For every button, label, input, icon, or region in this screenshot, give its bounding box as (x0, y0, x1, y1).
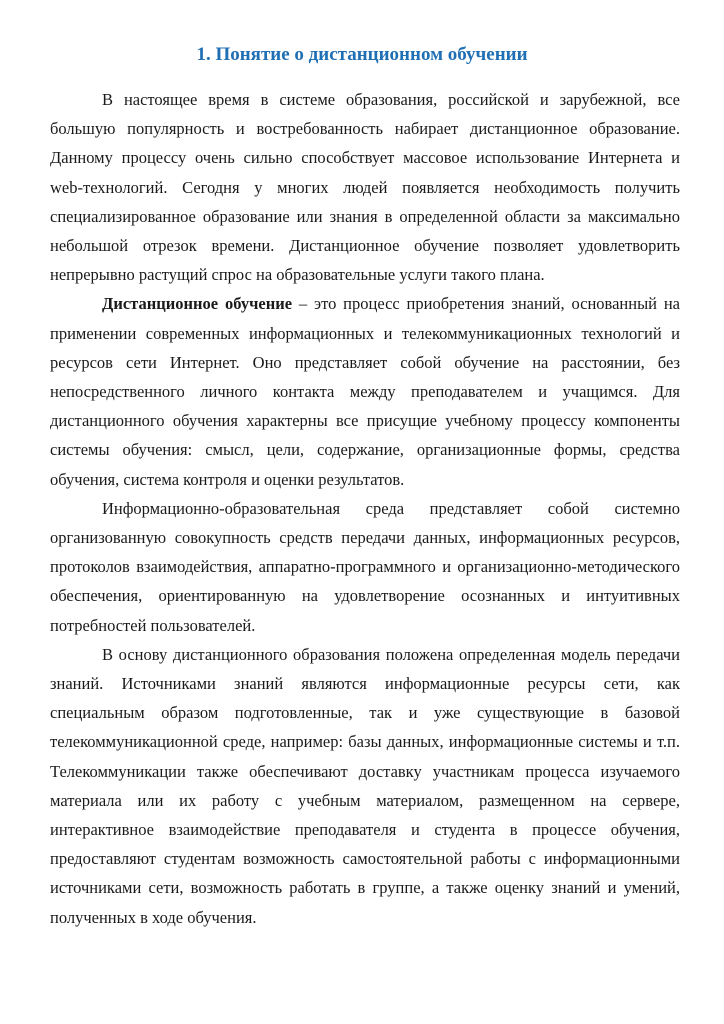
paragraph-text: В настоящее время в системе образования, российской и зарубежной, все большую популярность и востребованность набирает дистанционное образование. Данному процессу очень сильно способствует массовое использование Интернета и web-технологий. Сегодня у многих людей появляется необходимость получить специализированное образование или знания в определенной области за максимально небольшой отрезок времени. Дистанционное обучение позволяет удовлетворить непрерывно растущий спрос на образовательные услуги такого плана. (50, 90, 680, 285)
paragraph-text: – это процесс приобретения знаний, основанный на применении современных информационных и телекоммуникационных технологий и ресурсов сети Интернет. Оно представляет собой обучение на расстоянии, без непосредственного личного контакта между преподавателем и учащимся. Для дистанционного обучения характерны все присущие учебному процессу компоненты системы обучения: смысл, цели, содержание, организационные формы, средства обучения, система контроля и оценки результатов. (50, 294, 681, 489)
paragraph-3 (50, 494, 680, 640)
paragraph-1 (50, 85, 680, 289)
term-highlight: Дистанционное обучение (102, 294, 293, 314)
paragraph-2 (50, 289, 680, 493)
paragraph-text: В основу дистанционного образования положена определенная модель передачи знаний. Источниками знаний являются информационные ресурсы сети, как специальным образом подготовленные, так и уже существующие в базовой телекоммуникационной среде, например: базы данных, информационные системы и т.п. Телекоммуникации также обеспечивают доставку участникам процесса изучаемого материала или их работу с учебным материалом, размещенном на сервере, интерактивное взаимодействие преподавателя и студента в процессе обучения, предоставляют студентам возможность самостоятельной работы с информационными источниками сети, возможность работать в группе, а также оценку знаний и умений, полученных в ходе обучения. (50, 644, 680, 927)
page-title: 1. Понятие о дистанционном обучении (196, 44, 528, 65)
document-body (50, 85, 680, 932)
paragraph-4 (50, 640, 680, 932)
paragraph-text: Информационно-образовательная среда представляет собой системно организованную совокупность средств передачи данных, информационных ресурсов, протоколов взаимодействия, аппаратно-программного и организационно-методического обеспечения, ориентированную на удовлетворение осознанных и интуитивных потребностей пользователей. (50, 498, 680, 635)
